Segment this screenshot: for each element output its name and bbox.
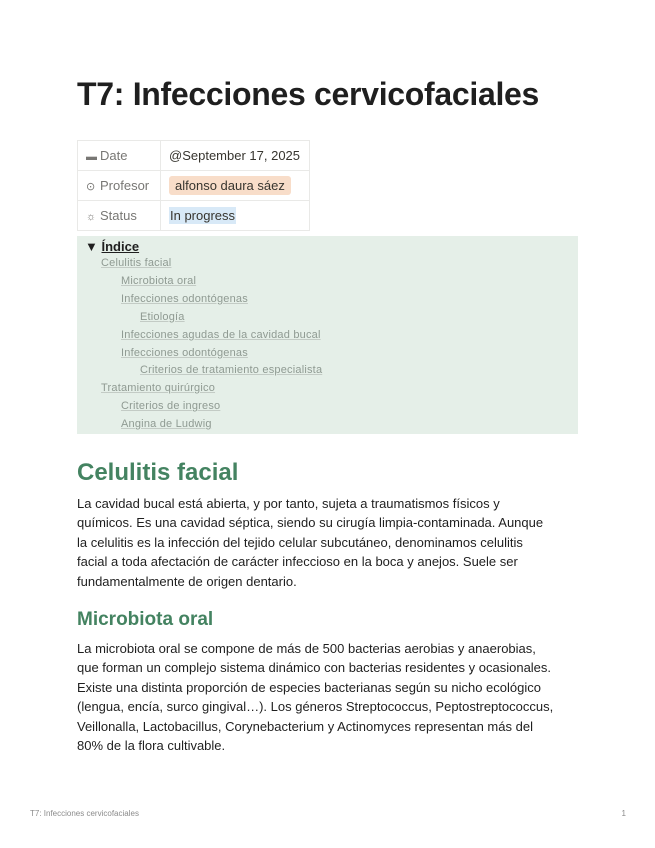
paragraph-line: Existe una distinta proporción de especies bacterianas según su nicho ecológico [77,679,541,695]
footer-page-number: 1 [621,809,626,818]
toc-link[interactable]: Tratamiento quirúrgico [101,382,216,395]
footer-doc-title: T7: Infecciones cervicofaciales [30,809,139,818]
page-title: T7: Infecciones cervicofaciales [77,76,540,112]
paragraph-line: químicos. Es una cavidad séptica, siendo su cirugía limpia-contaminada. Aunque [77,515,544,531]
property-key-label: Status [100,208,137,223]
paragraph-line: (lengua, encía, surco gingival…). Los géneros Streptococcus, Peptostreptococcus, [77,699,554,715]
toc-link[interactable]: Infecciones odontógenas [121,346,248,359]
toc-link[interactable]: Celulitis facial [101,257,172,269]
property-value-cell[interactable] [161,141,310,171]
calendar-icon: ▬ [86,151,97,163]
property-key [78,201,161,231]
paragraph-line: fundamentalmente de origen dentario. [77,573,297,589]
toc-link[interactable]: Criterios de tratamiento especialista [140,364,323,377]
toggle-triangle-icon[interactable]: ▼ [85,239,98,254]
section-heading-microbiota: Microbiota oral [77,609,214,630]
paragraph-line: que forman un complejo sistema dinámico con bacterias residentes y ocasionales. [77,660,552,676]
paragraph-line: facial a toda afectación de carácter infeccioso en la boca y anejos. Suele ser [77,554,518,570]
toc-link[interactable]: Criterios de ingreso [121,400,221,413]
property-row-date [78,141,310,171]
property-value-cell[interactable] [161,201,310,231]
property-value[interactable]: @September 17, 2025 [169,148,301,163]
paragraph-microbiota [77,639,587,755]
section-heading-celulitis: Celulitis facial [77,459,239,486]
paragraph-line: la celulitis es la infección del tejido celular subcutáneo, denominamos celulitis [77,534,523,550]
properties-table [77,140,310,231]
property-row-status [78,201,310,231]
person-icon: ⊙ [86,181,96,193]
property-key-label: Profesor [100,178,150,193]
property-value[interactable]: In progress [170,208,236,223]
property-key [78,141,161,171]
property-row-profesor [78,171,310,201]
toc-link[interactable]: Etiología [140,310,185,323]
paragraph-line: 80% de la flora cultivable. [77,738,226,754]
toc-link[interactable]: Microbiota oral [121,274,197,287]
table-of-contents [77,236,578,434]
property-value-cell[interactable] [161,171,310,201]
toc-link[interactable]: Angina de Ludwig [121,418,212,431]
property-key-label: Date [100,148,128,163]
property-value[interactable]: alfonso daura sáez [169,176,291,195]
toc-link[interactable]: Infecciones agudas de la cavidad bucal [121,328,321,341]
paragraph-line: La microbiota oral se compone de más de 500 bacterias aerobias y anaerobias, [77,641,536,656]
toc-title: Índice [101,239,140,254]
paragraph-line: La cavidad bucal está abierta, y por tanto, sujeta a traumatismos físicos y [77,496,500,511]
paragraph-celulitis [77,494,587,591]
paragraph-line: Veillonalla, Lactobacillus, Corynebacterium y Actinomyces representan más del [77,718,533,734]
toc-link[interactable]: Infecciones odontógenas [121,292,248,305]
toc-toggle[interactable] [85,239,139,254]
property-key [78,171,161,201]
status-icon: ☼ [86,211,97,223]
